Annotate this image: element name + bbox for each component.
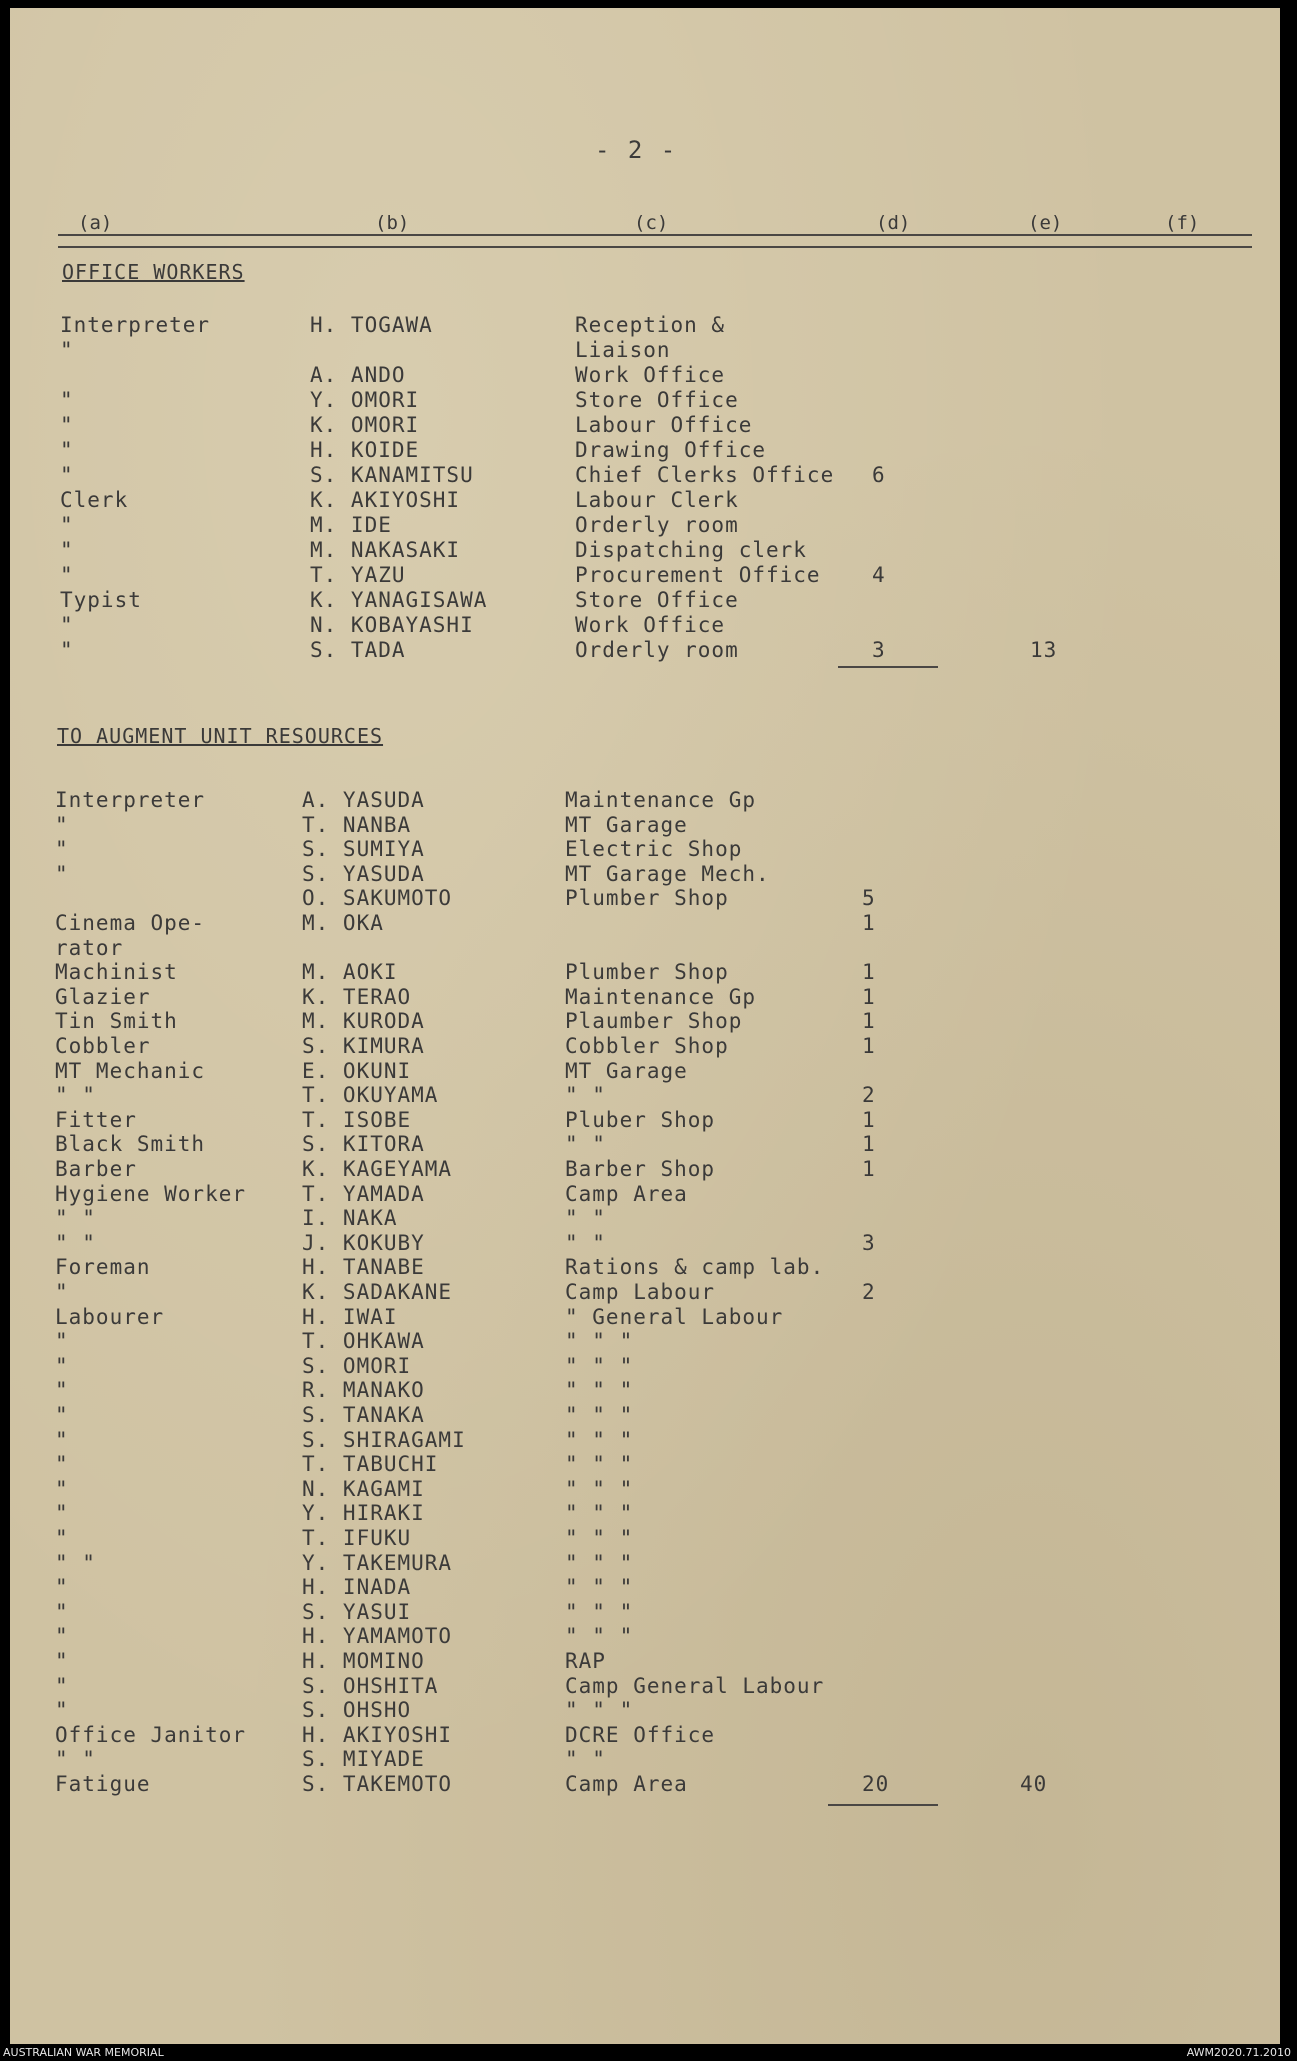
column-header-b: (b) — [375, 212, 410, 234]
cell-b: H. INADA — [302, 1575, 412, 1599]
cell-a: " — [60, 538, 74, 562]
cell-a: Tin Smith — [55, 1009, 178, 1033]
cell-c: Barber Shop — [565, 1157, 716, 1181]
cell-c: Plumber Shop — [565, 960, 729, 984]
cell-a: Hygiene Worker — [55, 1182, 247, 1206]
cell-d: 2 — [862, 1083, 876, 1107]
cell-a: Glazier — [55, 985, 151, 1009]
cell-b: Y. HIRAKI — [302, 1501, 425, 1525]
table-header-rule — [58, 246, 1252, 248]
cell-b: H. TANABE — [302, 1255, 425, 1279]
cell-b: Y. TAKEMURA — [302, 1551, 453, 1575]
cell-b: T. YAZU — [310, 563, 406, 587]
cell-a: " — [55, 1403, 69, 1427]
cell-b: A. ANDO — [310, 363, 406, 387]
cell-b: K. SADAKANE — [302, 1280, 453, 1304]
cell-a: MT Mechanic — [55, 1059, 206, 1083]
cell-c: Camp General Labour — [565, 1674, 825, 1698]
cell-d: 3 — [862, 1231, 876, 1255]
cell-a: " — [55, 862, 69, 886]
cell-a: Fatigue — [55, 1772, 151, 1796]
cell-b: J. KOKUBY — [302, 1231, 425, 1255]
cell-a: " — [55, 1526, 69, 1550]
cell-a: " — [55, 1329, 69, 1353]
cell-c: Camp Area — [565, 1772, 688, 1796]
cell-b: A. YASUDA — [302, 788, 425, 812]
cell-c: Reception & — [575, 313, 726, 337]
cell-b: S. KANAMITSU — [310, 463, 474, 487]
cell-c: DCRE Office — [565, 1723, 716, 1747]
cell-b: S. KIMURA — [302, 1034, 425, 1058]
cell-a: " — [55, 1698, 69, 1722]
cell-c: " " " — [565, 1575, 634, 1599]
cell-a: " — [55, 1452, 69, 1476]
column-header-c: (c) — [634, 212, 669, 234]
cell-c: MT Garage Mech. — [565, 862, 770, 886]
cell-c: Labour Office — [575, 413, 753, 437]
cell-d: 1 — [862, 1108, 876, 1132]
cell-c: Procurement Office — [575, 563, 821, 587]
cell-a: Foreman — [55, 1255, 151, 1279]
cell-b: H. AKIYOSHI — [302, 1723, 453, 1747]
cell-a: " — [60, 513, 74, 537]
cell-d: 4 — [872, 563, 886, 587]
cell-c: " " — [565, 1206, 606, 1230]
cell-c: " " " — [565, 1354, 634, 1378]
cell-b: K. YANAGISAWA — [310, 588, 488, 612]
cell-b: M. NAKASAKI — [310, 538, 461, 562]
cell-a: Typist — [60, 588, 142, 612]
cell-b: S. OHSHITA — [302, 1674, 439, 1698]
cell-c: " " " — [565, 1501, 634, 1525]
cell-c: Drawing Office — [575, 438, 767, 462]
cell-c: " " " — [565, 1428, 634, 1452]
cell-d: 20 — [862, 1772, 890, 1796]
cell-c: " " " — [565, 1526, 634, 1550]
cell-b: S. MIYADE — [302, 1747, 425, 1771]
cell-a: " " — [55, 1551, 96, 1575]
section-title: OFFICE WORKERS — [62, 260, 245, 284]
cell-b: T. ISOBE — [302, 1108, 412, 1132]
cell-a: " — [55, 1280, 69, 1304]
cell-c: Camp Labour — [565, 1280, 716, 1304]
cell-a: Cobbler — [55, 1034, 151, 1058]
cell-b: E. OKUNI — [302, 1059, 412, 1083]
cell-b: M. IDE — [310, 513, 392, 537]
cell-a: " — [60, 413, 74, 437]
cell-c: " " — [565, 1747, 606, 1771]
section-title: TO AUGMENT UNIT RESOURCES — [57, 724, 384, 748]
cell-c: " " " — [565, 1452, 634, 1476]
cell-b: K. OMORI — [310, 413, 420, 437]
cell-a: " — [55, 1354, 69, 1378]
cell-c: Maintenance Gp — [565, 788, 757, 812]
column-header-e: (e) — [1028, 212, 1063, 234]
cell-a: " — [60, 338, 74, 362]
cell-c: MT Garage — [565, 813, 688, 837]
cell-b: K. TERAO — [302, 985, 412, 1009]
cell-c: Electric Shop — [565, 837, 743, 861]
cell-a: " — [55, 1428, 69, 1452]
cell-a: " — [55, 1600, 69, 1624]
cell-a: " — [55, 1649, 69, 1673]
cell-c: Rations & camp lab. — [565, 1255, 825, 1279]
cell-a: " " — [55, 1231, 96, 1255]
cell-b: H. TOGAWA — [310, 313, 433, 337]
cell-b: O. SAKUMOTO — [302, 886, 453, 910]
cell-c: Work Office — [575, 613, 726, 637]
cell-a: " " — [55, 1747, 96, 1771]
cell-c: " " — [565, 1132, 606, 1156]
cell-b: H. IWAI — [302, 1305, 398, 1329]
cell-a: rator — [55, 936, 124, 960]
cell-c: Orderly room — [575, 638, 739, 662]
page-number: - 2 - — [595, 136, 678, 164]
cell-b: S. TAKEMOTO — [302, 1772, 453, 1796]
cell-b: T. NANBA — [302, 813, 412, 837]
cell-a: " — [55, 1575, 69, 1599]
cell-c: " General Labour — [565, 1305, 784, 1329]
cell-b: T. YAMADA — [302, 1182, 425, 1206]
cell-a: " — [60, 438, 74, 462]
cell-c: Maintenance Gp — [565, 985, 757, 1009]
column-header-a: (a) — [78, 212, 113, 234]
cell-a: Black Smith — [55, 1132, 206, 1156]
cell-c: Liaison — [575, 338, 671, 362]
cell-c: Plaumber Shop — [565, 1009, 743, 1033]
cell-b: S. KITORA — [302, 1132, 425, 1156]
cell-a: " — [55, 837, 69, 861]
cell-d: 1 — [862, 1157, 876, 1181]
cell-b: M. OKA — [302, 911, 384, 935]
cell-c: Store Office — [575, 588, 739, 612]
subtotal-underline — [838, 666, 938, 668]
cell-c: Dispatching clerk — [575, 538, 807, 562]
cell-a: " — [55, 1501, 69, 1525]
cell-a: " — [55, 813, 69, 837]
cell-b: S. TADA — [310, 638, 406, 662]
cell-b: S. OHSHO — [302, 1698, 412, 1722]
cell-a: " — [60, 638, 74, 662]
cell-a: " — [60, 388, 74, 412]
cell-d: 1 — [862, 1132, 876, 1156]
cell-a: Interpreter — [60, 313, 211, 337]
cell-d: 3 — [872, 638, 886, 662]
cell-b: T. IFUKU — [302, 1526, 412, 1550]
cell-d: 5 — [862, 886, 876, 910]
cell-c: Pluber Shop — [565, 1108, 716, 1132]
cell-d: 1 — [862, 985, 876, 1009]
cell-d: 1 — [862, 1009, 876, 1033]
cell-c: " " " — [565, 1329, 634, 1353]
cell-a: " " — [55, 1206, 96, 1230]
cell-c: " " — [565, 1231, 606, 1255]
cell-a: " " — [55, 1083, 96, 1107]
cell-b: H. KOIDE — [310, 438, 420, 462]
cell-a: " — [55, 1624, 69, 1648]
cell-a: " — [60, 613, 74, 637]
cell-b: S. SUMIYA — [302, 837, 425, 861]
cell-b: S. YASUI — [302, 1600, 412, 1624]
cell-c: " " " — [565, 1698, 634, 1722]
cell-b: T. OKUYAMA — [302, 1083, 439, 1107]
cell-c: Chief Clerks Office — [575, 463, 835, 487]
cell-a: Machinist — [55, 960, 178, 984]
cell-a: Barber — [55, 1157, 137, 1181]
cell-b: S. YASUDA — [302, 862, 425, 886]
cell-c: RAP — [565, 1649, 606, 1673]
cell-c: Store Office — [575, 388, 739, 412]
cell-b: M. AOKI — [302, 960, 398, 984]
cell-e: 40 — [1020, 1772, 1048, 1796]
cell-d: 6 — [872, 463, 886, 487]
cell-a: Labourer — [55, 1305, 165, 1329]
cell-c: " " " — [565, 1600, 634, 1624]
cell-b: I. NAKA — [302, 1206, 398, 1230]
cell-a: Fitter — [55, 1108, 137, 1132]
cell-b: Y. OMORI — [310, 388, 420, 412]
cell-c: Camp Area — [565, 1182, 688, 1206]
cell-a: " — [60, 563, 74, 587]
cell-d: 1 — [862, 1034, 876, 1058]
cell-a: Interpreter — [55, 788, 206, 812]
cell-d: 2 — [862, 1280, 876, 1304]
cell-b: K. KAGEYAMA — [302, 1157, 453, 1181]
cell-c: " " " — [565, 1477, 634, 1501]
cell-b: R. MANAKO — [302, 1378, 425, 1402]
footer-source: AUSTRALIAN WAR MEMORIAL — [3, 2046, 164, 2059]
subtotal-underline — [828, 1804, 938, 1806]
cell-c: MT Garage — [565, 1059, 688, 1083]
cell-b: T. OHKAWA — [302, 1329, 425, 1353]
cell-c: Plumber Shop — [565, 886, 729, 910]
cell-c: Work Office — [575, 363, 726, 387]
cell-c: Cobbler Shop — [565, 1034, 729, 1058]
cell-b: K. AKIYOSHI — [310, 488, 461, 512]
cell-c: " " " — [565, 1403, 634, 1427]
cell-e: 13 — [1030, 638, 1058, 662]
cell-a: " — [55, 1477, 69, 1501]
cell-a: " — [60, 463, 74, 487]
cell-b: T. TABUCHI — [302, 1452, 439, 1476]
cell-b: N. KOBAYASHI — [310, 613, 474, 637]
cell-a: Clerk — [60, 488, 129, 512]
cell-c: " " " — [565, 1378, 634, 1402]
cell-b: H. YAMAMOTO — [302, 1624, 453, 1648]
cell-b: H. MOMINO — [302, 1649, 425, 1673]
cell-b: M. KURODA — [302, 1009, 425, 1033]
cell-a: Office Janitor — [55, 1723, 247, 1747]
cell-a: Cinema Ope- — [55, 911, 206, 935]
cell-d: 1 — [862, 911, 876, 935]
cell-a: " — [55, 1674, 69, 1698]
cell-d: 1 — [862, 960, 876, 984]
cell-c: " " " — [565, 1551, 634, 1575]
table-header-rule — [58, 234, 1252, 236]
cell-a: " — [55, 1378, 69, 1402]
cell-c: " " — [565, 1083, 606, 1107]
cell-c: " " " — [565, 1624, 634, 1648]
cell-b: S. OMORI — [302, 1354, 412, 1378]
cell-c: Labour Clerk — [575, 488, 739, 512]
cell-b: S. TANAKA — [302, 1403, 425, 1427]
column-header-d: (d) — [876, 212, 911, 234]
column-header-f: (f) — [1165, 212, 1200, 234]
cell-b: S. SHIRAGAMI — [302, 1428, 466, 1452]
cell-c: Orderly room — [575, 513, 739, 537]
footer-reference: AWM2020.71.2010 — [1186, 2046, 1291, 2059]
cell-b: N. KAGAMI — [302, 1477, 425, 1501]
document-page — [10, 8, 1280, 2044]
archive-footer — [0, 2045, 1297, 2061]
